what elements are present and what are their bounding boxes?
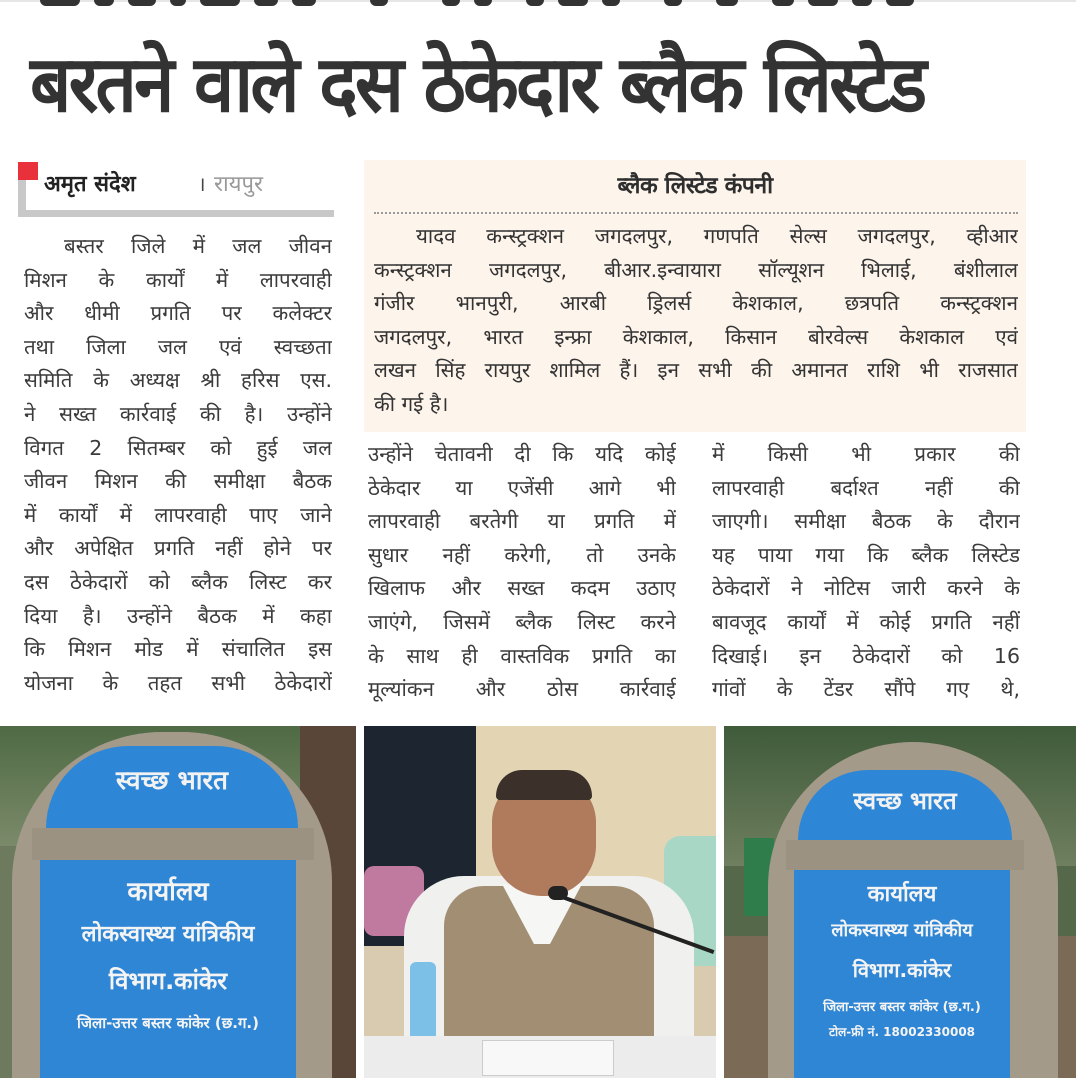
photo-signboard-left — [0, 726, 356, 1078]
text-line: यादव कन्स्ट्रक्शन जगदलपुर, गणपति सेल्स जगदलपुर, व्हीआर — [416, 224, 1018, 248]
dateline-city: रायपुर — [214, 172, 263, 197]
article-column-1 — [24, 230, 332, 700]
hair — [496, 770, 592, 800]
text-line: गंजीर भानपुरी, आरबी ड्रिलर्स केशकाल, छत्रपति कन्स्ट्रक्शन — [374, 291, 1018, 316]
text-line: यह पाया गया कि ब्लैक लिस्टेड — [712, 542, 1020, 567]
sign-divider-band — [32, 828, 314, 860]
microphone-head — [548, 886, 568, 900]
text-line: दस ठेकेदारों को ब्लैक लिस्ट कर — [24, 569, 332, 594]
text-line: खिलाफ और सख्त कदम उठाए — [368, 576, 676, 601]
text-line: लखन सिंह रायपुर शामिल हैं। इन सभी की अमानत राशि भी राजसात — [374, 358, 1018, 383]
text-line: की गई है। — [374, 391, 449, 416]
text-line: योजना के तहत सभी ठेकेदारों — [24, 670, 332, 695]
sign-main-panel — [794, 870, 1010, 1078]
sign-divider-band — [786, 840, 1024, 870]
sign-main-panel — [40, 860, 296, 1078]
text-line: में कार्यों में लापरवाही पाए जाने — [24, 502, 332, 527]
box-title: ब्लैक लिस्टेड कंपनी — [617, 173, 773, 199]
text-line: कि मिशन मोड में संचालित इस — [24, 637, 332, 662]
text-line: जगदलपुर, भारत इन्फ्रा केशकाल, किसान बोरवेल्स केशकाल एवं — [374, 324, 1018, 349]
text-line: बस्तर जिले में जल जीवन — [64, 234, 332, 258]
sign-line: जिला-उत्तर बस्तर कांकेर (छ.ग.) — [77, 1014, 259, 1032]
cut-off-headline-line — [40, 0, 980, 10]
text-line: जाएगी। समीक्षा बैठक के दौरान — [712, 509, 1020, 534]
byline-separator: । — [198, 172, 206, 196]
name-plate — [482, 1040, 614, 1076]
text-line: दिया है। उन्होंने बैठक में कहा — [24, 603, 332, 628]
article-column-2 — [368, 438, 676, 707]
text-line: मूल्यांकन और ठोस कार्रवाई — [368, 677, 676, 702]
text-line: समिति के अध्यक्ष श्री हरिस एस. — [24, 368, 332, 393]
text-line: विगत 2 सितम्बर को हुई जल — [24, 435, 332, 460]
text-line: मिशन के कार्यों में लापरवाही — [24, 267, 332, 292]
sign-line: लोकस्वास्थ्य यांत्रिकीय — [831, 920, 973, 941]
text-line: में किसी भी प्रकार की — [712, 442, 1020, 466]
text-line: और धीमी प्रगति पर कलेक्टर — [24, 301, 332, 326]
byline-accent-square — [18, 162, 38, 180]
text-line: सुधार नहीं करेगी, तो उनके — [368, 542, 676, 567]
sign-line: कार्यालय — [127, 877, 209, 907]
byline — [18, 162, 334, 218]
sign-top-panel: स्वच्छ भारत — [798, 770, 1012, 840]
dotted-divider — [374, 212, 1018, 214]
text-line: कन्स्ट्रक्शन जगदलपुर, बीआर.इन्वायारा सॉल्यूशन भिलाई, बंशीलाल — [374, 257, 1018, 282]
text-line: लापरवाही बर्दाश्त नहीं की — [712, 475, 1020, 500]
blacklisted-companies-box — [364, 160, 1026, 432]
byline-underline-bar — [18, 210, 334, 217]
box-body — [374, 220, 1018, 422]
article-column-3 — [712, 438, 1020, 707]
text-line: लापरवाही बरतेगी या प्रगति में — [368, 509, 676, 534]
text-line: ठेकेदार या एजेंसी आगे भी — [368, 475, 676, 500]
text-line: ठेकेदारों ने नोटिस जारी करने के — [712, 576, 1020, 601]
sign-line: कार्यालय — [867, 882, 937, 907]
text-line: के साथ ही वास्तविक प्रगति का — [368, 643, 676, 668]
photo-signboard-right — [724, 726, 1076, 1078]
text-line: उन्होंने चेतावनी दी कि यदि कोई — [368, 442, 676, 466]
sign-line: विभाग.कांकेर — [852, 958, 952, 982]
sign-line: विभाग.कांकेर — [108, 967, 228, 995]
photo-official-meeting — [364, 726, 716, 1078]
sign-line: टोल-फ्री नं. 18002330008 — [828, 1025, 976, 1039]
sign-top-panel: स्वच्छ भारत — [46, 746, 298, 828]
sign-line: लोकस्वास्थ्य यांत्रिकीय — [81, 922, 255, 947]
text-line: बावजूद कार्यों में कोई प्रगति नहीं — [712, 609, 1020, 634]
text-line: जीवन मिशन की समीक्षा बैठक — [24, 469, 332, 494]
text-line: दिखाई। इन ठेकेदारों को 16 — [712, 643, 1020, 668]
headline: बरतने वाले दस ठेकेदार ब्लैक लिस्टेड — [30, 40, 925, 130]
text-line: ने सख्त कार्रवाई की है। उन्होंने — [24, 401, 332, 426]
newspaper-name: अमृत संदेश — [44, 172, 136, 197]
text-line: और अपेक्षित प्रगति नहीं होने पर — [24, 536, 332, 561]
text-line: जाएंगे, जिसमें ब्लैक लिस्ट करने — [368, 609, 676, 634]
text-line: गांवों के टेंडर सौंपे गए थे, — [712, 677, 1020, 702]
text-line: तथा जिला जल एवं स्वच्छता — [24, 334, 332, 359]
sign-line: जिला-उत्तर बस्तर कांकेर (छ.ग.) — [823, 1000, 981, 1015]
